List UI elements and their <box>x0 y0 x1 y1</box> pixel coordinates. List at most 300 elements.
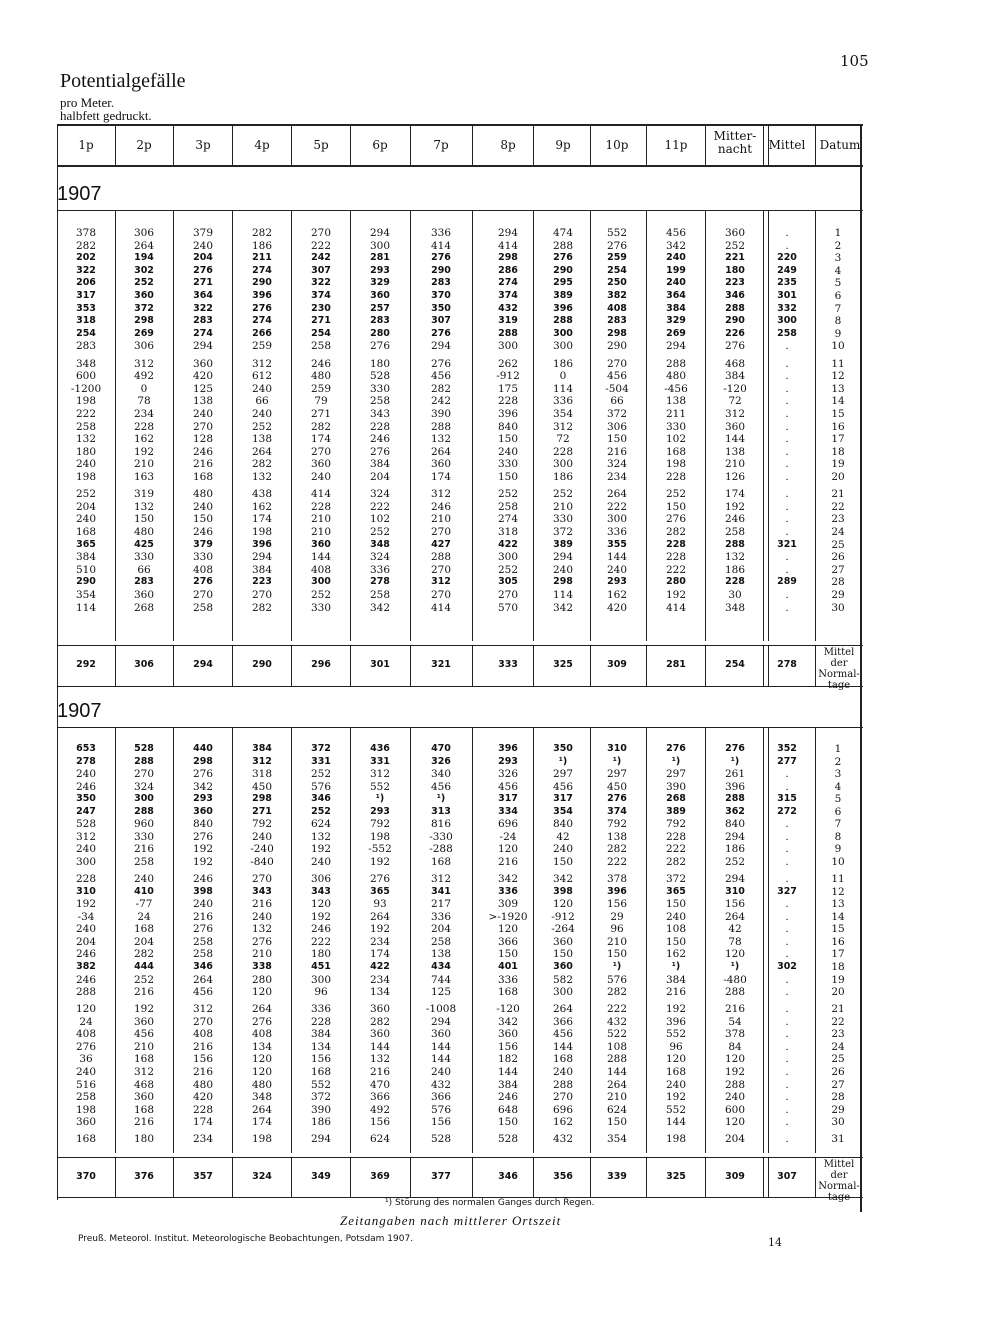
table-cell: 258 <box>369 395 391 408</box>
table-cell: . <box>785 370 789 383</box>
table-cell: 210 <box>251 948 273 961</box>
table-cell: 528 <box>369 370 391 383</box>
summary-cell: 370 <box>76 1171 96 1182</box>
table-cell: 128 <box>192 433 214 446</box>
row-date: 7 <box>834 818 842 831</box>
table-cell: 816 <box>430 818 452 831</box>
table-cell: 384 <box>251 563 273 576</box>
column-separator <box>232 728 233 1153</box>
column-separator <box>232 1157 233 1197</box>
section-year-rule <box>57 210 863 211</box>
table-cell: 114 <box>552 589 574 601</box>
table-cell: 216 <box>251 898 273 911</box>
table-top-rule <box>57 124 863 126</box>
row-date: 21 <box>831 488 845 501</box>
table-cell: 271 <box>311 315 331 327</box>
table-cell: 294 <box>497 227 519 239</box>
table-cell: 246 <box>75 948 97 961</box>
table-cell: . <box>785 948 789 961</box>
table-cell: 282 <box>369 1015 391 1028</box>
table-cell: 310 <box>607 743 627 754</box>
table-cell: 150 <box>133 513 155 526</box>
row-date: 10 <box>831 340 845 353</box>
table-cell: -1200 <box>70 382 102 395</box>
table-cell: 300 <box>552 340 574 353</box>
table-cell: 54 <box>728 1015 742 1028</box>
table-cell: 312 <box>430 488 452 501</box>
table-cell: 150 <box>606 1116 628 1129</box>
table-cell: 270 <box>251 589 273 601</box>
table-cell: 198 <box>75 1103 97 1116</box>
table-cell: 252 <box>134 277 154 289</box>
table-cell: 259 <box>607 252 627 264</box>
table-cell: 216 <box>192 910 214 923</box>
table-cell: 288 <box>725 302 745 314</box>
row-date: 26 <box>831 551 845 564</box>
table-cell: 204 <box>369 471 391 483</box>
table-cell: 288 <box>134 805 154 817</box>
table-cell: 192 <box>665 1003 687 1016</box>
table-cell: 334 <box>498 805 518 817</box>
table-cell: 528 <box>497 1133 519 1146</box>
table-cell: 270 <box>192 420 214 433</box>
row-date: 29 <box>831 589 845 601</box>
table-cell: 330 <box>665 420 687 433</box>
table-cell: ¹) <box>671 960 681 972</box>
table-cell: 240 <box>251 830 273 843</box>
table-cell: 330 <box>310 601 332 614</box>
table-cell: ¹) <box>730 960 740 972</box>
summary-cell: 377 <box>431 1171 451 1182</box>
table-cell: 348 <box>75 357 97 370</box>
table-cell: 360 <box>369 1003 391 1016</box>
row-date: 18 <box>831 960 845 973</box>
table-cell: 240 <box>251 910 273 923</box>
table-cell: 186 <box>251 239 273 252</box>
table-cell: 340 <box>430 768 452 781</box>
table-cell: 312 <box>552 420 574 433</box>
table-cell: 216 <box>497 855 519 868</box>
table-cell: -77 <box>135 898 153 911</box>
column-separator <box>350 1157 351 1197</box>
table-cell: 298 <box>193 755 213 767</box>
column-separator <box>350 728 351 1153</box>
table-cell: 246 <box>75 973 97 986</box>
table-cell: 322 <box>193 302 213 314</box>
table-cell: 246 <box>724 513 746 526</box>
table-cell: 222 <box>606 500 628 513</box>
table-cell: 552 <box>665 1028 687 1041</box>
table-cell: 288 <box>75 986 97 999</box>
row-date: 30 <box>831 1116 845 1129</box>
table-cell: 374 <box>498 290 518 301</box>
table-cell: 282 <box>133 948 155 961</box>
table-cell: 318 <box>497 526 519 538</box>
table-cell: 156 <box>606 898 628 911</box>
column-separator <box>646 728 647 1153</box>
table-cell: 216 <box>606 445 628 458</box>
table-cell: 261 <box>724 768 746 781</box>
table-cell: -120 <box>496 1003 520 1016</box>
table-cell: 252 <box>497 563 519 576</box>
table-cell: 307 <box>431 315 451 327</box>
table-cell: 274 <box>497 513 519 526</box>
summary-cell: 294 <box>193 659 213 670</box>
table-cell: 226 <box>725 327 745 339</box>
table-cell: 382 <box>607 290 627 301</box>
table-cell: 456 <box>133 1028 155 1041</box>
table-cell: 240 <box>497 445 519 458</box>
table-cell: 254 <box>76 327 96 339</box>
table-cell: 228 <box>665 830 687 843</box>
table-cell: 298 <box>252 793 272 805</box>
table-cell: 180 <box>369 357 391 370</box>
table-cell: ¹) <box>375 793 385 805</box>
table-cell: 360 <box>724 420 746 433</box>
table-cell: 216 <box>133 1116 155 1129</box>
table-cell: 144 <box>552 1040 574 1053</box>
table-cell: 389 <box>666 805 686 817</box>
table-cell: . <box>785 1133 789 1146</box>
table-cell: 264 <box>251 1003 273 1016</box>
table-cell: 300 <box>311 576 331 588</box>
table-cell: 150 <box>665 500 687 513</box>
table-cell: 216 <box>133 843 155 856</box>
table-cell: 348 <box>370 538 390 550</box>
table-cell: 240 <box>310 471 332 483</box>
column-separator <box>173 1157 174 1197</box>
table-cell: . <box>785 1003 789 1016</box>
table-cell: 450 <box>251 780 273 793</box>
table-cell: 222 <box>310 935 332 948</box>
table-cell: 294 <box>665 340 687 353</box>
table-cell: 301 <box>777 290 797 301</box>
table-cell: 257 <box>370 302 390 314</box>
row-date: 23 <box>831 1028 845 1041</box>
column-header-12: Mitter- nacht <box>713 129 757 156</box>
row-date: 1 <box>834 743 842 755</box>
table-cell: 290 <box>553 264 573 276</box>
table-cell: 288 <box>430 551 452 564</box>
row-date: 26 <box>831 1065 845 1078</box>
table-cell: 271 <box>193 277 213 289</box>
row-date: 1 <box>834 227 842 239</box>
table-cell: 216 <box>369 1065 391 1078</box>
table-cell: 276 <box>369 873 391 886</box>
table-cell: 174 <box>369 948 391 961</box>
table-cell: -240 <box>250 843 274 856</box>
table-cell: 343 <box>311 885 331 897</box>
table-cell: 290 <box>76 576 96 588</box>
table-cell: 372 <box>134 302 154 314</box>
table-cell: 330 <box>192 551 214 564</box>
table-cell: 258 <box>369 589 391 601</box>
table-cell: 120 <box>251 1065 273 1078</box>
table-cell: 234 <box>192 1133 214 1146</box>
table-cell: 276 <box>192 830 214 843</box>
row-date: 12 <box>831 885 845 898</box>
table-cell: 240 <box>552 843 574 856</box>
row-date: 25 <box>831 538 845 551</box>
table-cell: 444 <box>134 960 154 972</box>
table-cell: 252 <box>133 973 155 986</box>
table-cell: 246 <box>75 780 97 793</box>
table-cell: 302 <box>777 960 797 972</box>
table-cell: 240 <box>192 500 214 513</box>
table-cell: 319 <box>498 315 518 327</box>
table-cell: 258 <box>133 855 155 868</box>
table-cell: 222 <box>369 500 391 513</box>
table-cell: 282 <box>251 601 273 614</box>
table-cell: 150 <box>552 855 574 868</box>
table-cell: . <box>785 1103 789 1116</box>
table-cell: 370 <box>431 290 451 301</box>
table-cell: 216 <box>724 1003 746 1016</box>
table-cell: 306 <box>310 873 332 886</box>
table-cell: 414 <box>430 239 452 252</box>
table-cell: 254 <box>607 264 627 276</box>
summary-cell: 339 <box>607 1171 627 1182</box>
table-cell: 294 <box>251 551 273 564</box>
table-cell: 354 <box>553 805 573 817</box>
table-cell: 528 <box>430 1133 452 1146</box>
table-cell: 516 <box>75 1078 97 1091</box>
table-cell: 150 <box>606 948 628 961</box>
table-cell: 350 <box>431 302 451 314</box>
table-cell: 456 <box>430 370 452 383</box>
table-cell: 134 <box>369 986 391 999</box>
table-cell: 297 <box>606 768 628 781</box>
table-cell: 223 <box>725 277 745 289</box>
table-cell: 280 <box>251 973 273 986</box>
table-cell: 258 <box>310 340 332 353</box>
table-cell: 374 <box>607 805 627 817</box>
table-cell: 288 <box>553 315 573 327</box>
column-separator <box>173 211 174 641</box>
table-cell: 276 <box>369 340 391 353</box>
table-cell: 120 <box>552 898 574 911</box>
table-cell: 317 <box>76 290 96 301</box>
table-cell: 360 <box>552 935 574 948</box>
row-date: 17 <box>831 433 845 446</box>
table-cell: 612 <box>251 370 273 383</box>
table-cell: 456 <box>192 986 214 999</box>
row-date: 19 <box>831 458 845 471</box>
table-cell: 282 <box>606 986 628 999</box>
table-cell: 144 <box>430 1053 452 1066</box>
summary-cell: 292 <box>76 659 96 670</box>
table-cell: . <box>785 382 789 395</box>
table-cell: 246 <box>369 433 391 446</box>
table-cell: 276 <box>251 935 273 948</box>
summary-cell: 356 <box>553 1171 573 1182</box>
table-cell: 252 <box>724 239 746 252</box>
table-cell: 451 <box>311 960 331 972</box>
table-cell: 378 <box>75 227 97 239</box>
table-cell: 456 <box>552 780 574 793</box>
table-cell: 326 <box>497 768 519 781</box>
table-cell: 144 <box>606 1065 628 1078</box>
table-cell: 138 <box>724 445 746 458</box>
table-cell: 79 <box>314 395 328 408</box>
table-cell: . <box>785 910 789 923</box>
table-cell: 365 <box>76 538 96 550</box>
table-cell: 150 <box>497 948 519 961</box>
table-cell: 338 <box>252 960 272 972</box>
table-cell: 456 <box>430 780 452 793</box>
table-cell: 198 <box>75 471 97 483</box>
table-cell: 480 <box>192 1078 214 1091</box>
table-cell: 114 <box>552 382 574 395</box>
table-cell: 120 <box>75 1003 97 1016</box>
table-cell: 474 <box>552 227 574 239</box>
table-cell: 120 <box>251 986 273 999</box>
table-cell: 206 <box>76 277 96 289</box>
table-cell: 96 <box>669 1040 683 1053</box>
table-cell: 217 <box>430 898 452 911</box>
table-cell: 293 <box>498 755 518 767</box>
table-cell: 744 <box>430 973 452 986</box>
table-cell: 360 <box>553 960 573 972</box>
column-header-8: 8p <box>500 138 516 152</box>
table-cell: 372 <box>552 526 574 538</box>
summary-label: Mittel der Normal-tage <box>818 1159 860 1203</box>
table-cell: 120 <box>310 898 332 911</box>
table-cell: 390 <box>310 1103 332 1116</box>
row-date: 20 <box>831 986 845 999</box>
table-cell: 228 <box>369 420 391 433</box>
table-cell: 274 <box>193 327 213 339</box>
table-cell: 258 <box>75 1091 97 1104</box>
table-cell: 336 <box>430 227 452 239</box>
table-cell: 168 <box>75 526 97 538</box>
table-cell: 300 <box>497 551 519 564</box>
table-cell: 252 <box>552 488 574 501</box>
table-cell: 198 <box>251 526 273 538</box>
summary-cell: 309 <box>607 659 627 670</box>
table-cell: 792 <box>665 818 687 831</box>
table-cell: 186 <box>552 471 574 483</box>
table-cell: 72 <box>728 395 742 408</box>
table-cell: 250 <box>607 277 627 289</box>
column-separator <box>232 211 233 641</box>
table-cell: 552 <box>665 1103 687 1116</box>
table-cell: . <box>785 818 789 831</box>
row-date: 22 <box>831 500 845 513</box>
table-cell: 270 <box>552 1091 574 1104</box>
table-cell: 470 <box>369 1078 391 1091</box>
table-cell: 210 <box>310 526 332 538</box>
table-cell: 234 <box>369 935 391 948</box>
section-year: 1907 <box>57 700 102 722</box>
table-cell: 312 <box>251 357 273 370</box>
table-cell: 258 <box>497 500 519 513</box>
table-cell: 29 <box>610 910 624 923</box>
row-date: 16 <box>831 935 845 948</box>
row-date: 28 <box>831 576 845 589</box>
table-cell: 186 <box>310 1116 332 1129</box>
table-cell: . <box>785 589 789 601</box>
column-separator <box>291 645 292 686</box>
table-cell: 228 <box>192 1103 214 1116</box>
footnote: ¹) Störung des normalen Ganges durch Regen. <box>385 1198 595 1208</box>
table-cell: 276 <box>193 576 213 588</box>
table-cell: 390 <box>430 408 452 420</box>
table-cell: 360 <box>310 458 332 471</box>
sheet-number: 14 <box>768 1236 782 1249</box>
table-cell: 126 <box>724 471 746 483</box>
column-separator <box>705 728 706 1153</box>
table-cell: 24 <box>79 1015 93 1028</box>
table-cell: 324 <box>133 780 155 793</box>
table-cell: 222 <box>665 563 687 576</box>
table-cell: 240 <box>666 252 686 264</box>
table-cell: 240 <box>75 768 97 781</box>
table-cell: 360 <box>370 290 390 301</box>
table-cell: 132 <box>251 923 273 936</box>
table-cell: 360 <box>430 1028 452 1041</box>
table-cell: 228 <box>133 420 155 433</box>
table-cell: 346 <box>193 960 213 972</box>
table-cell: 324 <box>606 458 628 471</box>
table-cell: 384 <box>252 743 272 754</box>
table-cell: 120 <box>497 923 519 936</box>
table-cell: 352 <box>777 743 797 754</box>
table-cell: 150 <box>497 433 519 446</box>
table-cell: 290 <box>725 315 745 327</box>
table-cell: 300 <box>552 458 574 471</box>
table-cell: 270 <box>192 1015 214 1028</box>
table-cell: 350 <box>553 743 573 754</box>
table-cell: 313 <box>431 805 451 817</box>
table-cell: 365 <box>666 885 686 897</box>
table-cell: 288 <box>606 1053 628 1066</box>
table-cell: 228 <box>497 395 519 408</box>
table-cell: 271 <box>252 805 272 817</box>
table-cell: 648 <box>497 1103 519 1116</box>
table-cell: . <box>785 1028 789 1041</box>
table-cell: 252 <box>310 768 332 781</box>
summary-cell: 325 <box>666 1171 686 1182</box>
table-cell: 288 <box>134 755 154 767</box>
table-cell: 199 <box>666 264 686 276</box>
table-cell: . <box>785 830 789 843</box>
table-cell: 120 <box>724 948 746 961</box>
table-cell: 174 <box>192 1116 214 1129</box>
table-cell: 138 <box>665 395 687 408</box>
table-cell: 510 <box>75 563 97 576</box>
table-cell: 162 <box>133 433 155 446</box>
table-cell: 276 <box>193 264 213 276</box>
row-date: 27 <box>831 563 845 576</box>
table-cell: 211 <box>665 408 687 420</box>
table-cell: ¹) <box>436 793 446 805</box>
table-cell: 408 <box>251 1028 273 1041</box>
table-cell: 144 <box>724 433 746 446</box>
column-header-13: Mittel <box>768 138 806 152</box>
table-cell: 283 <box>134 576 154 588</box>
table-cell: 210 <box>606 935 628 948</box>
table-cell: . <box>785 563 789 576</box>
table-cell: . <box>785 227 789 239</box>
table-cell: -330 <box>429 830 453 843</box>
table-cell: 360 <box>369 1028 391 1041</box>
table-cell: 302 <box>134 264 154 276</box>
column-separator <box>232 645 233 686</box>
table-cell: 396 <box>498 743 518 754</box>
summary-cell: 357 <box>193 1171 213 1182</box>
table-cell: 427 <box>431 538 451 550</box>
